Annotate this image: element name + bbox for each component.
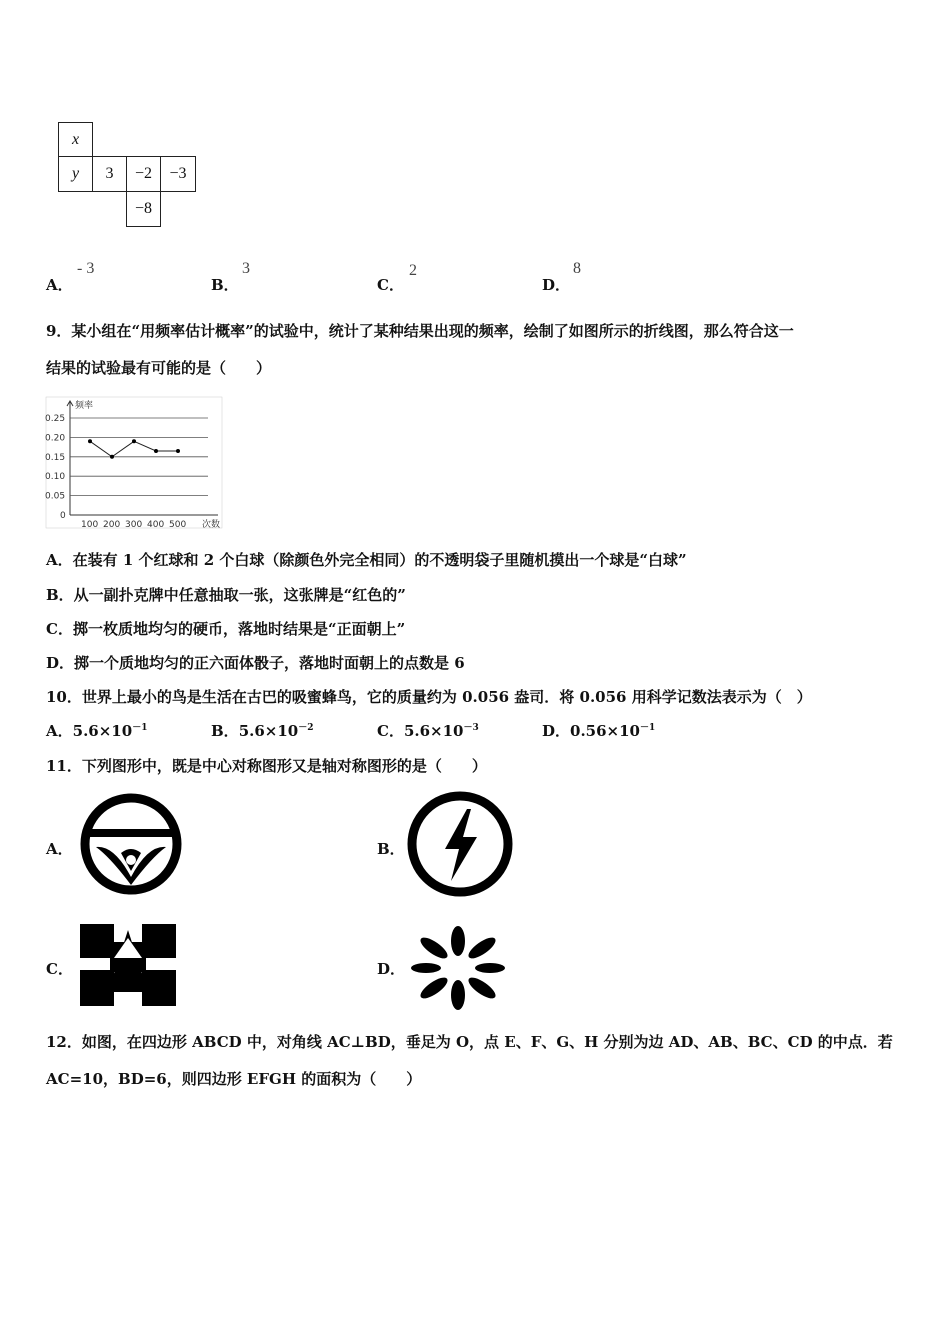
frequency-series-line <box>90 441 178 457</box>
data-point <box>154 449 158 453</box>
net-cell: −8 <box>126 191 161 227</box>
q8-option-d-letter: D． <box>542 276 571 294</box>
q9-stem-line1: 9．某小组在“用频率估计概率”的试验中，统计了某种结果出现的频率，绘制了如图所示的折线图，那么符合这一 <box>46 322 794 340</box>
q8-option-a-value: - 3 <box>77 260 95 277</box>
net-cell: −2 <box>126 156 161 192</box>
y-tick-label: 0.10 <box>45 472 66 483</box>
q9-option-b: B．从一副扑克牌中任意抽取一张，这张牌是“红色的” <box>46 586 406 604</box>
y-tick-label: 0.20 <box>45 433 66 444</box>
x-tick-label: 200 <box>103 520 121 530</box>
q9-option-a: A．在装有 1 个红球和 2 个白球（除颜色外完全相同）的不透明袋子里随机摸出一个球是“白球” <box>46 551 687 569</box>
net-cell-y: y <box>58 156 93 192</box>
net-cell: 3 <box>92 156 127 192</box>
data-point <box>88 439 92 443</box>
q11-label-c: C． <box>46 960 73 978</box>
y-axis-label: 频率 <box>75 401 94 411</box>
x-tick-label: 500 <box>169 520 187 530</box>
q11-label-a: A． <box>46 840 73 858</box>
frequency-line-chart <box>44 395 224 530</box>
y-tick-label: 0.25 <box>45 414 66 424</box>
data-point <box>110 455 114 459</box>
q10-option-d: D．$0.56\times 10^{-1}$ <box>542 722 656 740</box>
q11-figure-a-emblem <box>74 787 188 901</box>
chart-frame <box>46 397 222 528</box>
q11-figure-b-lightning <box>403 787 517 901</box>
q11-figure-d-petals <box>406 925 510 1011</box>
q8-option-c-value: 2 <box>409 262 417 279</box>
q11-stem: 11．下列图形中，既是中心对称图形又是轴对称图形的是（ ） <box>46 757 487 775</box>
q8-option-d-value: 8 <box>573 260 581 277</box>
q10-option-c: C．$5.6\times 10^{-3}$ <box>377 722 479 740</box>
x-tick-label: 300 <box>125 520 143 530</box>
x-tick-label: 100 <box>81 520 99 530</box>
q11-label-d: D． <box>377 960 406 978</box>
q12-stem-line2: AC=10，BD=6，则四边形 EFGH 的面积为（ ） <box>46 1070 422 1088</box>
q9-option-d: D．掷一个质地均匀的正六面体骰子，落地时面朝上的点数是 6 <box>46 654 465 672</box>
q9-option-c: C．掷一枚质地均匀的硬币，落地时结果是“正面朝上” <box>46 620 406 638</box>
q8-option-b-letter: B． <box>211 276 239 294</box>
y-tick-label: 0.05 <box>45 491 66 502</box>
q10-option-b: B．$5.6\times 10^{-2}$ <box>211 722 314 740</box>
data-point <box>132 439 136 443</box>
x-tick-label: 400 <box>147 520 165 530</box>
q10-stem: 10．世界上最小的鸟是生活在古巴的吸蜜蜂鸟，它的质量约为 0.056 盎司．将 0.056 用科学记数法表示为（ ） <box>46 688 812 706</box>
q8-option-b-value: 3 <box>242 260 250 277</box>
net-cell: −3 <box>160 156 196 192</box>
y-tick-label: 0.15 <box>45 452 66 463</box>
data-point <box>176 449 180 453</box>
q11-figure-c-blocks <box>76 920 180 1010</box>
q12-stem-line1: 12．如图，在四边形 ABCD 中，对角线 AC⊥BD，垂足为 O，点 E、F、G、H 分别为边 AD、AB、BC、CD 的中点．若 <box>46 1033 893 1051</box>
y-tick-label: 0 <box>60 511 66 521</box>
q8-option-c-letter: C． <box>377 276 404 294</box>
q9-stem-line2: 结果的试验最有可能的是（ ） <box>46 359 272 377</box>
q11-label-b: B． <box>377 840 405 858</box>
q8-option-a-letter: A． <box>46 276 73 294</box>
net-cell-x: x <box>58 122 93 157</box>
number-net-figure <box>58 122 198 228</box>
x-axis-label: 次数 <box>202 520 221 530</box>
q10-option-a: A．$5.6\times 10^{-1}$ <box>46 722 148 740</box>
